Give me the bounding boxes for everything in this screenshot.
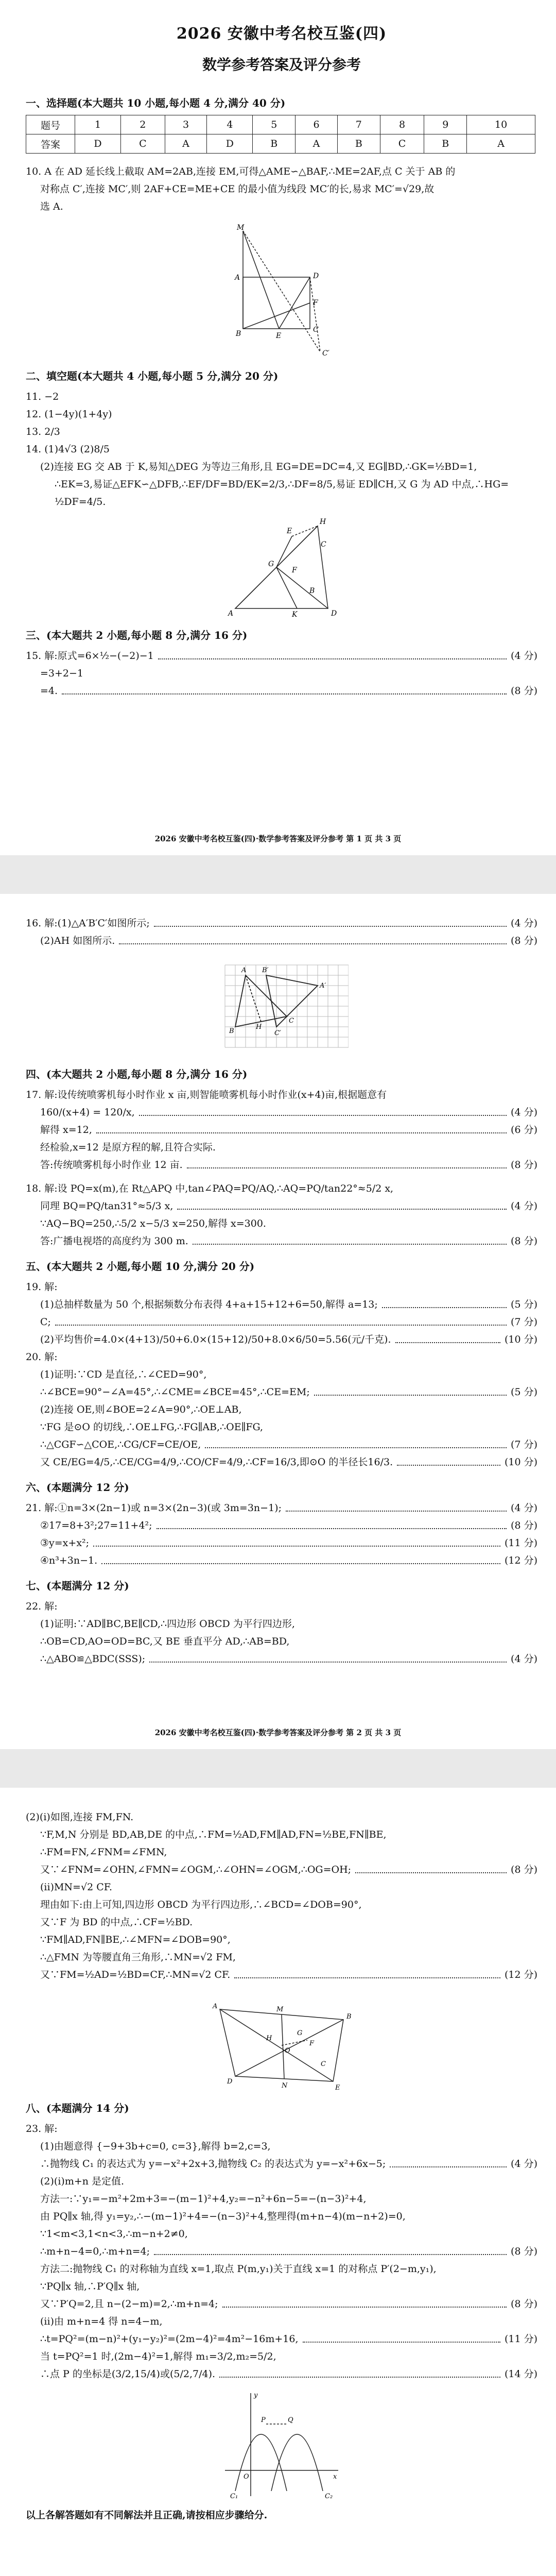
q23-solution	[26, 2120, 537, 2383]
solution-line	[26, 1948, 537, 1966]
solution-line	[26, 1383, 537, 1401]
fig5-label-Q: Q	[288, 2416, 293, 2424]
line-text: ③y=x+x²;	[40, 1537, 90, 1549]
solution-line	[26, 1913, 537, 1931]
q12-answer: 12. (1−4y)(1+4y)	[26, 409, 112, 420]
q20-solution	[26, 1348, 537, 1471]
solution-line	[26, 647, 537, 665]
line-text: ∵FM∥AD,FN∥BE,∴∠MFN=∠DOB=90°,	[40, 1934, 231, 1945]
score-points: (5 分)	[511, 1386, 537, 1398]
line-text: 同理 BQ=PQ/tan31°≈5/3 x,	[40, 1200, 173, 1212]
score-points: (14 分)	[504, 2368, 537, 2380]
solution-line	[26, 1366, 537, 1383]
score-points: (8 分)	[511, 1520, 537, 1531]
leader-dots	[286, 1499, 507, 1512]
page-2	[0, 894, 556, 1749]
section-1-heading: 一、选择题(本大题共 10 小题,每小题 4 分,满分 40 分)	[26, 97, 286, 109]
figure-quadrilateral-midpoints	[204, 1989, 359, 2092]
closing-note: 以上各解答题如有不同解法并且正确,请按相应步骤给分.	[26, 2510, 268, 2521]
line-text: ④n³+3n−1.	[40, 1555, 98, 1566]
solution-line	[26, 2278, 537, 2295]
line-text: 17. 解:设传统喷雾机每小时作业 x 亩,则智能喷雾机每小时作业(x+4)亩,根据题意有	[26, 1089, 387, 1100]
solution-line	[26, 1348, 537, 1366]
score-points: (5 分)	[511, 1299, 537, 1310]
score-points: (8 分)	[511, 685, 537, 697]
line-text: 当 t=PQ²=1 时,(2m−4)²=1,解得 m₁=3/2,m₂=5/2,	[40, 2351, 276, 2362]
leader-dots	[193, 1232, 507, 1245]
table-cell-answer: C	[121, 134, 165, 154]
solution-line	[26, 1826, 537, 1843]
line-text: 理由如下:由上可知,四边形 OBCD 为平行四边形,∴∠BCD=∠DOB=90°,	[40, 1899, 362, 1910]
line-text: 20. 解:	[26, 1351, 58, 1363]
solution-line	[26, 1180, 537, 1197]
solution-line	[26, 1331, 537, 1348]
line-text: =3+2−1	[40, 668, 84, 679]
score-points: (4 分)	[511, 1502, 537, 1514]
line-text: 18. 解:设 PQ=x(m),在 Rt△APQ 中,tan∠PAQ=PQ/AQ,∴AQ=PQ/tan22°≈5/2 x,	[26, 1183, 394, 1194]
leader-dots	[101, 1552, 500, 1564]
solution-line	[26, 1232, 537, 1250]
fig4-label-B: B	[346, 2013, 352, 2021]
section-4-heading: 四、(本大题共 2 小题,每小题 8 分,满分 16 分)	[26, 1068, 248, 1080]
line-text: ∵PQ∥x 轴,∴P′Q∥x 轴,	[40, 2281, 140, 2292]
solution-line	[26, 1401, 537, 1418]
fig2-label-K: K	[292, 611, 298, 619]
leader-dots	[382, 1296, 507, 1308]
table-cell-answer: A	[467, 134, 535, 154]
solution-line	[26, 2365, 537, 2383]
section-2-heading: 二、填空题(本大题共 4 小题,每小题 5 分,满分 20 分)	[26, 370, 279, 382]
solution-line	[26, 1966, 537, 1984]
line-text: 由 PQ∥x 轴,得 y₁=y₂,∴−(m−1)²+4=−(n−3)²+4,整理得(m+n−4)(m−n+2)=0,	[40, 2211, 406, 2222]
figure-grid-rotation	[215, 955, 349, 1058]
score-points: (4 分)	[511, 1107, 537, 1118]
solution-line	[26, 2120, 537, 2138]
line-text: 又∵FM=½AD=½BD=CF,∴MN=√2 CF.	[40, 1969, 231, 1980]
solution-line	[26, 2330, 537, 2348]
fig1-label-C-prime: C′	[322, 349, 329, 358]
doc-title: 2026 安徽中考名校互鉴(四)	[176, 25, 387, 43]
table-cell-number: 8	[380, 115, 424, 134]
line-text: (1)证明:∵CD 是直径,∴∠CED=90°,	[40, 1369, 207, 1380]
doc-subtitle: 数学参考答案及评分参考	[202, 56, 361, 73]
fig5-label-C2: C₂	[325, 2493, 333, 2500]
fig2-label-A: A	[228, 609, 234, 618]
solution-line	[26, 1197, 537, 1215]
fig4-label-F: F	[309, 2040, 315, 2047]
score-points: (11 分)	[504, 1537, 537, 1549]
line-text: (ii)MN=√2 CF.	[40, 1882, 113, 1893]
table-cell-answer: D	[75, 134, 121, 154]
solution-line	[26, 2225, 537, 2243]
solution-line	[26, 1499, 537, 1517]
solution-line	[26, 682, 537, 700]
leader-dots	[154, 914, 507, 927]
line-text: 方法二:抛物线 C₁ 的对称轴为直线 x=1,取点 P(m,y₁)关于直线 x=1 的对称点 P′(2−m,y₁),	[40, 2263, 437, 2275]
score-points: (4 分)	[511, 2158, 537, 2170]
score-points: (8 分)	[511, 2246, 537, 2257]
section-8-heading: 八、(本题满分 14 分)	[26, 2102, 129, 2114]
solution-line	[26, 2348, 537, 2365]
fig2-label-C: C	[321, 540, 326, 549]
table-header-answer: 答案	[26, 134, 75, 154]
solution-line	[26, 1861, 537, 1878]
line-text: (2)平均售价=4.0×(4+13)/50+6.0×(15+12)/50+8.0×6/50=5.56(元/千克).	[40, 1334, 391, 1345]
leader-dots	[219, 2365, 500, 2378]
line-text: ∴FM=FN,∠FNM=∠FMN,	[40, 1846, 167, 1858]
table-cell-answer: B	[337, 134, 380, 154]
leader-dots	[55, 1313, 507, 1326]
fig4-label-C: C	[321, 2060, 326, 2068]
solution-line	[26, 2260, 537, 2278]
fig3-label-C: C	[289, 1017, 294, 1025]
fig2-label-B: B	[309, 587, 315, 595]
line-text: 15. 解:原式=6×½−(−2)−1	[26, 650, 154, 662]
leader-dots	[93, 1534, 500, 1547]
score-points: (8 分)	[511, 1864, 537, 1875]
q17-solution	[26, 1086, 537, 1174]
fig4-label-M: M	[276, 2006, 284, 2013]
solution-line	[26, 2295, 537, 2313]
table-cell-answer: B	[253, 134, 296, 154]
leader-dots	[397, 1453, 500, 1466]
line-text: 又∵∠FNM=∠OHN,∠FMN=∠OGM,∴∠OHN=∠OGM,∴OG=OH;	[40, 1864, 352, 1875]
table-cell-answer: C	[380, 134, 424, 154]
line-text: C;	[40, 1316, 51, 1328]
section-6-heading: 六、(本题满分 12 分)	[26, 1481, 129, 1494]
fig5-label-C1: C₁	[230, 2493, 238, 2500]
table-cell-number: 9	[424, 115, 467, 134]
q22-part2-solution	[26, 1808, 537, 1984]
leader-dots	[154, 2243, 507, 2255]
leader-dots	[158, 647, 507, 659]
solution-line	[26, 1278, 537, 1296]
table-cell-number: 3	[165, 115, 207, 134]
fig5-label-y: y	[254, 2392, 258, 2399]
fig1-label-F: F	[313, 299, 318, 307]
fig3-label-B: B	[229, 1027, 234, 1035]
answer-table	[26, 115, 535, 154]
fig1-label-M: M	[237, 224, 245, 232]
fig2-label-F: F	[292, 566, 297, 574]
score-points: (7 分)	[511, 1439, 537, 1450]
solution-line	[26, 665, 537, 682]
solution-line	[26, 1843, 537, 1861]
line-text: 16. 解:(1)△A′B′C′如图所示;	[26, 918, 150, 929]
solution-line	[26, 1598, 537, 1615]
line-text: (2)连接 OE,则∠BOE=2∠A=90°,∴OE⊥AB,	[40, 1404, 242, 1415]
line-text: ∵F,M,N 分别是 BD,AB,DE 的中点,∴FM=½AD,FM∥AD,FN=½BE,FN∥BE,	[40, 1829, 387, 1840]
leader-dots	[314, 1383, 507, 1396]
figure-triangle-geometry	[215, 516, 349, 619]
q22-solution	[26, 1598, 537, 1668]
section-5-heading: 五、(本大题共 2 小题,每小题 10 分,满分 20 分)	[26, 1260, 255, 1273]
section-3-heading: 三、(本大题共 2 小题,每小题 8 分,满分 16 分)	[26, 629, 248, 641]
score-points: (8 分)	[511, 1235, 537, 1247]
line-text: 答:传统喷雾机每小时作业 12 亩.	[40, 1159, 183, 1171]
score-points: (4 分)	[511, 918, 537, 929]
solution-line	[26, 1650, 537, 1668]
fig1-label-A: A	[235, 274, 240, 282]
score-points: (10 分)	[504, 1334, 537, 1345]
line-text: 又∵P′Q=2,且 n−(2−m)=2,∴m+n=4;	[40, 2298, 218, 2310]
page-footer: 2026 安徽中考名校互鉴(四)·数学参考答案及评分参考 第 2 页 共 3 页	[154, 1728, 402, 1737]
score-points: (8 分)	[511, 2298, 537, 2310]
line-text: ②17=8+3²;27=11+4²;	[40, 1520, 152, 1531]
fig2-label-E: E	[287, 527, 292, 535]
line-text: ∵FG 是⊙O 的切线,∴OE⊥FG,∴FG∥AB,∴OE∥FG,	[40, 1421, 264, 1433]
leader-dots	[303, 2330, 500, 2343]
solution-line	[26, 2243, 537, 2260]
line-text: 22. 解:	[26, 1601, 58, 1612]
text-line: ½DF=4/5.	[55, 496, 106, 507]
line-text: ∵1<m<3,1<n<3,∴m−n+2≠0,	[40, 2228, 188, 2240]
fig3-label-H: H	[256, 1023, 262, 1031]
figure-rectangle-reflection	[222, 221, 341, 360]
fig4-label-O: O	[285, 2047, 290, 2055]
solution-line	[26, 914, 537, 932]
score-points: (4 分)	[511, 650, 537, 662]
line-text: 19. 解:	[26, 1281, 58, 1293]
fig4-label-G: G	[297, 2029, 303, 2037]
solution-line	[26, 1296, 537, 1313]
line-text: ∴点 P 的坐标是(3/2,15/4)或(5/2,7/4).	[40, 2368, 216, 2380]
leader-dots	[395, 1331, 500, 1343]
section-7-heading: 七、(本题满分 12 分)	[26, 1580, 129, 1592]
score-points: (10 分)	[504, 1456, 537, 1468]
fig5-label-P: P	[261, 2416, 266, 2424]
solution-line	[26, 2208, 537, 2225]
line-text: ∴m+n−4=0,∴m+n=4;	[40, 2246, 150, 2257]
fig2-label-D: D	[331, 609, 337, 618]
fig1-label-C: C	[313, 326, 319, 334]
solution-line	[26, 1313, 537, 1331]
table-cell-number: 7	[337, 115, 380, 134]
solution-line	[26, 1896, 537, 1913]
line-text: (2)AH 如图所示.	[40, 935, 115, 946]
line-text: (2)(i)m+n 是定值.	[40, 2176, 125, 2187]
line-text: ∴t=PQ²=(m−n)²+(y₁−y₂)²=(2m−4)²=4m²−16m+16,	[40, 2333, 299, 2345]
line-text: 经检验,x=12 是原方程的解,且符合实际.	[40, 1142, 216, 1153]
fig4-label-H: H	[266, 2035, 272, 2042]
leader-dots	[157, 1517, 507, 1529]
leader-dots	[205, 1436, 507, 1448]
q10-solution	[26, 163, 537, 215]
table-header-number: 题号	[26, 115, 75, 134]
fig2-label-G: G	[268, 560, 274, 568]
solution-line	[26, 1534, 537, 1552]
leader-dots	[62, 682, 507, 694]
solution-line	[26, 2155, 537, 2173]
page-3	[0, 1788, 556, 2576]
fig5-label-x: x	[333, 2473, 337, 2481]
text-line: ∴EK=3,易证△EFK∽△DFB,∴EF/DF=BD/EK=2/3,∴DF=8/5,易证 ED∥CH,又 G 为 AD 中点,∴HG=	[55, 479, 509, 490]
leader-dots	[390, 2155, 507, 2167]
line-text: ∴△CGF∽△COE,∴CG/CF=CE/OE,	[40, 1439, 201, 1450]
line-text: 答:广播电视塔的高度约为 300 m.	[40, 1235, 188, 1247]
line-text: (2)(i)如图,连接 FM,FN.	[26, 1811, 134, 1823]
solution-line	[26, 2138, 537, 2155]
q21-solution	[26, 1499, 537, 1569]
table-cell-number: 1	[75, 115, 121, 134]
fig1-label-E: E	[276, 332, 282, 340]
q15-solution	[26, 647, 537, 700]
line-text: 解得 x=12,	[40, 1124, 92, 1136]
fig3-label-A-prime: A′	[320, 982, 326, 990]
score-points: (7 分)	[511, 1316, 537, 1328]
score-points: (8 分)	[511, 1159, 537, 1171]
leader-dots	[222, 2295, 507, 2308]
text-line: 选 A.	[40, 201, 63, 212]
solution-line	[26, 1139, 537, 1156]
solution-line	[26, 1552, 537, 1569]
fig3-label-A: A	[241, 967, 247, 974]
text-line: 10. A 在 AD 延长线上截取 AM=2AB,连接 EM,可得△AME∽△BAF,∴ME=2AF,点 C 关于 AB 的	[26, 166, 456, 177]
solution-line	[26, 1436, 537, 1453]
solution-line	[26, 1215, 537, 1232]
leader-dots	[234, 1966, 500, 1978]
leader-dots	[177, 1197, 507, 1210]
solution-line	[26, 2313, 537, 2330]
q14-answer: 14. (1)4√3 (2)8/5	[26, 444, 110, 455]
line-text: 160/(x+4) = 120/x,	[40, 1107, 135, 1118]
leader-dots	[187, 1156, 507, 1168]
fig3-label-C-prime: C′	[274, 1029, 281, 1037]
line-text: (1)证明:∵AD∥BC,BE∥CD,∴四边形 OBCD 为平行四边形,	[40, 1618, 295, 1630]
score-points: (8 分)	[511, 935, 537, 946]
solution-line	[26, 2173, 537, 2190]
leader-dots	[149, 1650, 507, 1663]
solution-line	[26, 1615, 537, 1633]
fig3-label-B-prime: B′	[262, 967, 269, 974]
figure-parabolas	[220, 2388, 343, 2501]
score-points: (6 分)	[511, 1124, 537, 1136]
fig4-label-E: E	[335, 2084, 340, 2092]
table-cell-answer: D	[207, 134, 253, 154]
line-text: (1)由题意得 {−9+3b+c=0, c=3},解得 b=2,c=3,	[40, 2141, 271, 2152]
table-cell-number: 2	[121, 115, 165, 134]
q19-solution	[26, 1278, 537, 1348]
line-text: 又∵F 为 BD 的中点,∴CF=½BD.	[40, 1917, 193, 1928]
solution-line	[26, 1086, 537, 1104]
table-cell-answer: A	[296, 134, 338, 154]
line-text: (ii)由 m+n=4 得 n=4−m,	[40, 2316, 163, 2327]
q18-solution	[26, 1180, 537, 1250]
solution-line	[26, 1633, 537, 1650]
score-points: (12 分)	[504, 1555, 537, 1566]
leader-dots	[119, 932, 507, 944]
leader-dots	[139, 1104, 507, 1116]
q16-solution	[26, 914, 537, 950]
line-text: ∴抛物线 C₁ 的表达式为 y=−x²+2x+3,抛物线 C₂ 的表达式为 y=−x²+6x−5;	[40, 2158, 386, 2170]
table-cell-number: 5	[253, 115, 296, 134]
solution-line	[26, 1156, 537, 1174]
table-cell-number: 6	[296, 115, 338, 134]
score-points: (12 分)	[504, 1969, 537, 1980]
fig5-label-O: O	[244, 2473, 249, 2481]
solution-line	[26, 1121, 537, 1139]
score-points: (11 分)	[504, 2333, 537, 2345]
fig4-label-A: A	[213, 2003, 218, 2010]
leader-dots	[96, 1121, 507, 1133]
solution-line	[26, 1517, 537, 1534]
page-1	[0, 0, 556, 855]
line-text: ∴OB=CD,AO=OD=BC,又 BE 垂直平分 AD,∴AB=BD,	[40, 1636, 290, 1647]
fig1-label-D: D	[313, 272, 319, 280]
line-text: 23. 解:	[26, 2123, 58, 2134]
solution-line	[26, 1808, 537, 1826]
leader-dots	[355, 1861, 507, 1873]
text-line: (2)连接 EG 交 AB 于 K,易知△DEG 为等边三角形,且 EG=DE=DC=4,又 EG∥BD,∴GK=½BD=1,	[40, 461, 477, 472]
fig1-label-B: B	[236, 330, 241, 338]
table-cell-answer: B	[424, 134, 467, 154]
fig2-label-H: H	[320, 518, 326, 526]
solution-line	[26, 1878, 537, 1896]
table-cell-number: 10	[467, 115, 535, 134]
solution-line	[26, 932, 537, 950]
page-footer: 2026 安徽中考名校互鉴(四)·数学参考答案及评分参考 第 1 页 共 3 页	[154, 834, 402, 843]
line-text: 21. 解:①n=3×(2n−1)或 n=3×(2n−3)(或 3m=3n−1);	[26, 1502, 282, 1514]
fig4-label-N: N	[282, 2082, 288, 2090]
line-text: ∴∠BCE=90°−∠A=45°,∴∠CME=∠BCE=45°,∴CE=EM;	[40, 1386, 310, 1398]
fig4-label-D: D	[227, 2078, 233, 2086]
score-points: (4 分)	[511, 1200, 537, 1212]
score-points: (4 分)	[511, 1653, 537, 1665]
q11-answer: 11. −2	[26, 391, 59, 402]
line-text: 又 CE/EG=4/5,∴CE/CG=4/9,∴CO/CF=4/9,∴CF=16/3,即⊙O 的半径长16/3.	[40, 1456, 393, 1468]
line-text: ∴△FMN 为等腰直角三角形,∴MN=√2 FM,	[40, 1952, 236, 1963]
solution-line	[26, 1453, 537, 1471]
solution-line	[26, 1418, 537, 1436]
line-text: (1)总抽样数量为 50 个,根据频数分布表得 4+a+15+12+6=50,解得 a=13;	[40, 1299, 378, 1310]
q13-answer: 13. 2/3	[26, 426, 60, 437]
table-cell-answer: A	[165, 134, 207, 154]
solution-line	[26, 1104, 537, 1121]
solution-line	[26, 2190, 537, 2208]
q14-solution	[26, 458, 537, 511]
table-cell-number: 4	[207, 115, 253, 134]
line-text: =4.	[40, 685, 58, 697]
line-text: 方法一:∵y₁=−m²+2m+3=−(m−1)²+4,y₂=−n²+6n−5=−(n−3)²+4,	[40, 2193, 367, 2205]
line-text: ∴△ABO≌△BDC(SSS);	[40, 1653, 146, 1665]
solution-line	[26, 1931, 537, 1948]
text-line: 对称点 C′,连接 MC′,则 2AF+CE=ME+CE 的最小值为线段 MC′的长,易求 MC′=√29,故	[40, 183, 435, 195]
line-text: ∵AQ−BQ=250,∴5/2 x−5/3 x=250,解得 x=300.	[40, 1218, 266, 1229]
